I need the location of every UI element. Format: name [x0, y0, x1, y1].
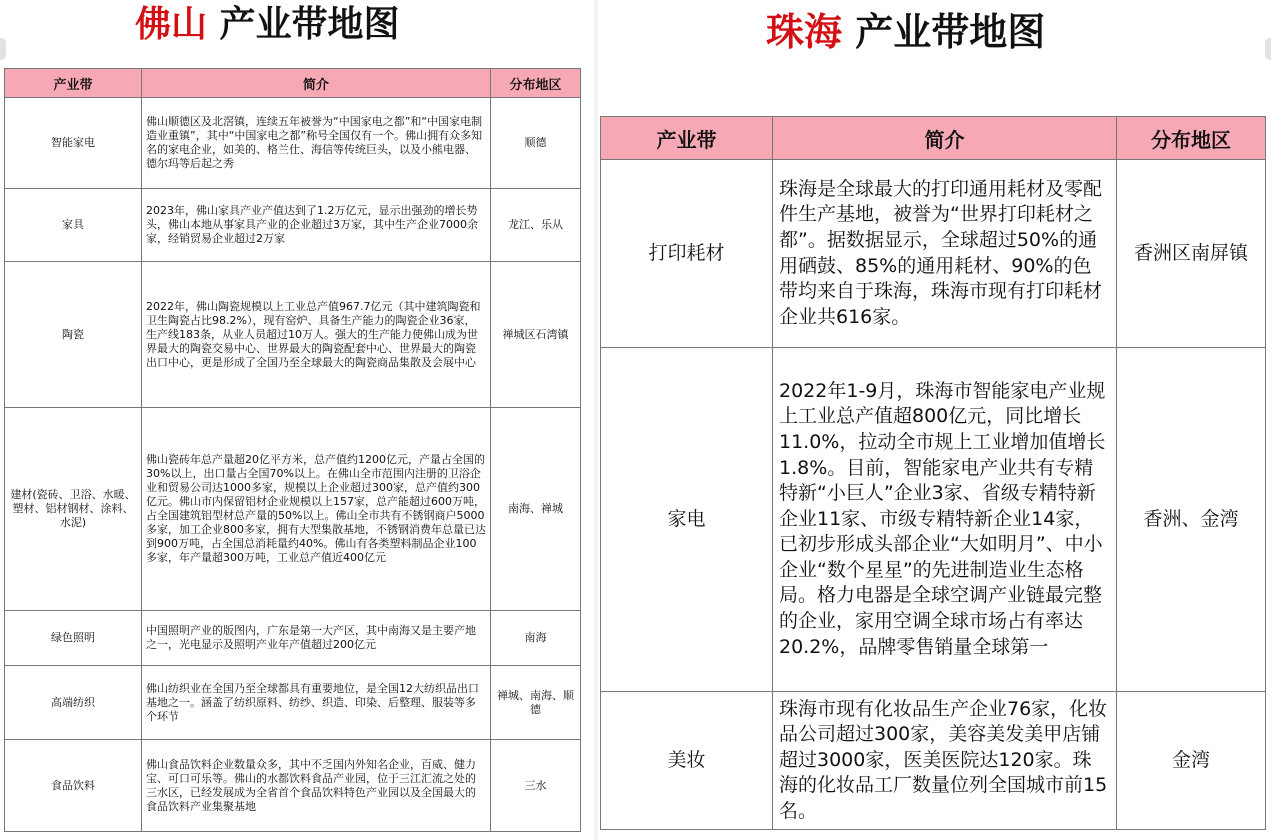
header-intro: 简介: [142, 69, 491, 98]
table-row: [5, 408, 581, 611]
table-row: [5, 666, 581, 740]
industry-desc: 佛山食品饮料企业数量众多，其中不乏国内外知名企业，百威、健力宝、可口可乐等。佛山的水都饮料食品产业园，位于三江汇流之处的三水区，已经发展成为全省首个食品饮料特色产业园以及全国最大的食品饮料产业集聚基地: [142, 740, 491, 832]
industry-name: 家电: [601, 348, 773, 692]
foshan-title-rest: 产业带地图: [207, 4, 400, 45]
industry-desc: 佛山纺织业在全国乃至全球都具有重要地位，是全国12大纺织品出口基地之一。涵盖了纺织原料、纺纱、织造、印染、后整理、服装等多个环节: [142, 666, 491, 740]
industry-name: 建材(瓷砖、卫浴、水暖、塑材、铝材钢材、涂料、水泥): [5, 408, 142, 611]
industry-name: 绿色照明: [5, 611, 142, 666]
industry-region: 金湾: [1117, 692, 1266, 830]
zhuhai-title-rest: 产业带地图: [842, 10, 1046, 54]
foshan-title: [135, 3, 400, 47]
industry-name: 智能家电: [5, 98, 142, 189]
industry-region: 南海: [491, 611, 581, 666]
foshan-industry-table: [4, 68, 581, 832]
table-row: [601, 692, 1266, 830]
table-row: [5, 189, 581, 262]
industry-name: 陶瓷: [5, 262, 142, 408]
zhuhai-title-city: 珠海: [766, 10, 843, 54]
industry-region: 香洲、金湾: [1117, 348, 1266, 692]
table-row: [601, 160, 1266, 348]
table-row: [601, 348, 1266, 692]
left-scroll-handle[interactable]: [0, 38, 6, 60]
zhuhai-industry-table: [600, 116, 1266, 830]
industry-name: 美妆: [601, 692, 773, 830]
table-row: [5, 740, 581, 832]
table-row: [5, 611, 581, 666]
right-scroll-handle[interactable]: [1265, 38, 1271, 60]
industry-name: 食品饮料: [5, 740, 142, 832]
table-header-row: [5, 69, 581, 98]
foshan-title-city: 佛山: [135, 4, 208, 45]
industry-desc: 佛山顺德区及北滘镇，连续五年被誉为“中国家电之都”和“中国家电制造业重镇”，其中“中国家电之都”称号全国仅有一个。佛山拥有众多知名的家电企业，如美的、格兰仕、海信等传统巨头，以及小熊电器、德尔玛等后起之秀: [142, 98, 491, 189]
industry-region: 禅城区石湾镇: [491, 262, 581, 408]
industry-name: 家具: [5, 189, 142, 262]
header-region: 分布地区: [1117, 117, 1266, 160]
table-header-row: [601, 117, 1266, 160]
industry-desc: 2022年，佛山陶瓷规模以上工业总产值967.7亿元（其中建筑陶瓷和卫生陶瓷占比98.2%），现有窑炉、具备生产能力的陶瓷企业36家，生产线183条，从业人员超过10万人。强大的生产能力使佛山成为世界最大的陶瓷交易中心、世界最大的陶瓷配套中心、世界最大的陶瓷出口中心，更是形成了全国乃至全球最大的陶瓷商品集散及会展中心: [142, 262, 491, 408]
industry-desc: 珠海是全球最大的打印通用耗材及零配件生产基地，被誉为“世界打印耗材之都”。据数据显示，全球超过50%的通用硒鼓、85%的通用耗材、90%的色带均来自于珠海，珠海市现有打印耗材企业共616家。: [773, 160, 1117, 348]
industry-region: 三水: [491, 740, 581, 832]
industry-region: 香洲区南屏镇: [1117, 160, 1266, 348]
header-region: 分布地区: [491, 69, 581, 98]
table-row: [5, 262, 581, 408]
table-row: [5, 98, 581, 189]
header-intro: 简介: [773, 117, 1117, 160]
industry-desc: 佛山瓷砖年总产量超20亿平方米，总产值约1200亿元，产量占全国的30%以上，出口量占全国70%以上。在佛山全市范围内注册的卫浴企业和贸易公司达1000多家，规模以上企业超过300家，总产值约300亿元。佛山市内保留铝材企业规模以上157家，总产能超过600万吨，占全国建筑铝型材总产量的50%以上。佛山全市共有不锈钢商户5000多家，加工企业800多家，拥有大型集散基地，不锈钢消费年总量已达到900万吨，占全国总消耗量约40%。佛山有各类塑料制品企业100多家，年产量超300万吨，工业总产值近400亿元: [142, 408, 491, 611]
industry-desc: 2023年，佛山家具产业产值达到了1.2万亿元，显示出强劲的增长势头，佛山本地从事家具产业的企业超过3万家，其中生产企业7000余家，经销贸易企业超过2万家: [142, 189, 491, 262]
industry-region: 南海、禅城: [491, 408, 581, 611]
industry-desc: 珠海市现有化妆品生产企业76家，化妆品公司超过300家，美容美发美甲店铺超过3000家，医美医院达120家。珠海的化妆品工厂数量位列全国城市前15名。: [773, 692, 1117, 830]
industry-region: 顺德: [491, 98, 581, 189]
industry-name: 高端纺织: [5, 666, 142, 740]
industry-desc: 中国照明产业的版图内，广东是第一大产区，其中南海又是主要产地之一，光电显示及照明产业年产值超过200亿元: [142, 611, 491, 666]
industry-desc: 2022年1-9月，珠海市智能家电产业规上工业总产值超800亿元，同比增长11.0%，拉动全市规上工业增加值增长1.8%。目前，智能家电产业共有专精特新“小巨人”企业3家、省级专精特新企业11家、市级专精特新企业14家，已初步形成头部企业“大如明月”、中小企业“数个星星”的先进制造业生态格局。格力电器是全球空调产业链最完整的企业，家用空调全球市场占有率达20.2%，品牌零售销量全球第一: [773, 348, 1117, 692]
header-industry: 产业带: [5, 69, 142, 98]
industry-name: 打印耗材: [601, 160, 773, 348]
industry-region: 龙江、乐从: [491, 189, 581, 262]
header-industry: 产业带: [601, 117, 773, 160]
industry-region: 禅城、南海、顺德: [491, 666, 581, 740]
zhuhai-title: [766, 9, 1045, 55]
